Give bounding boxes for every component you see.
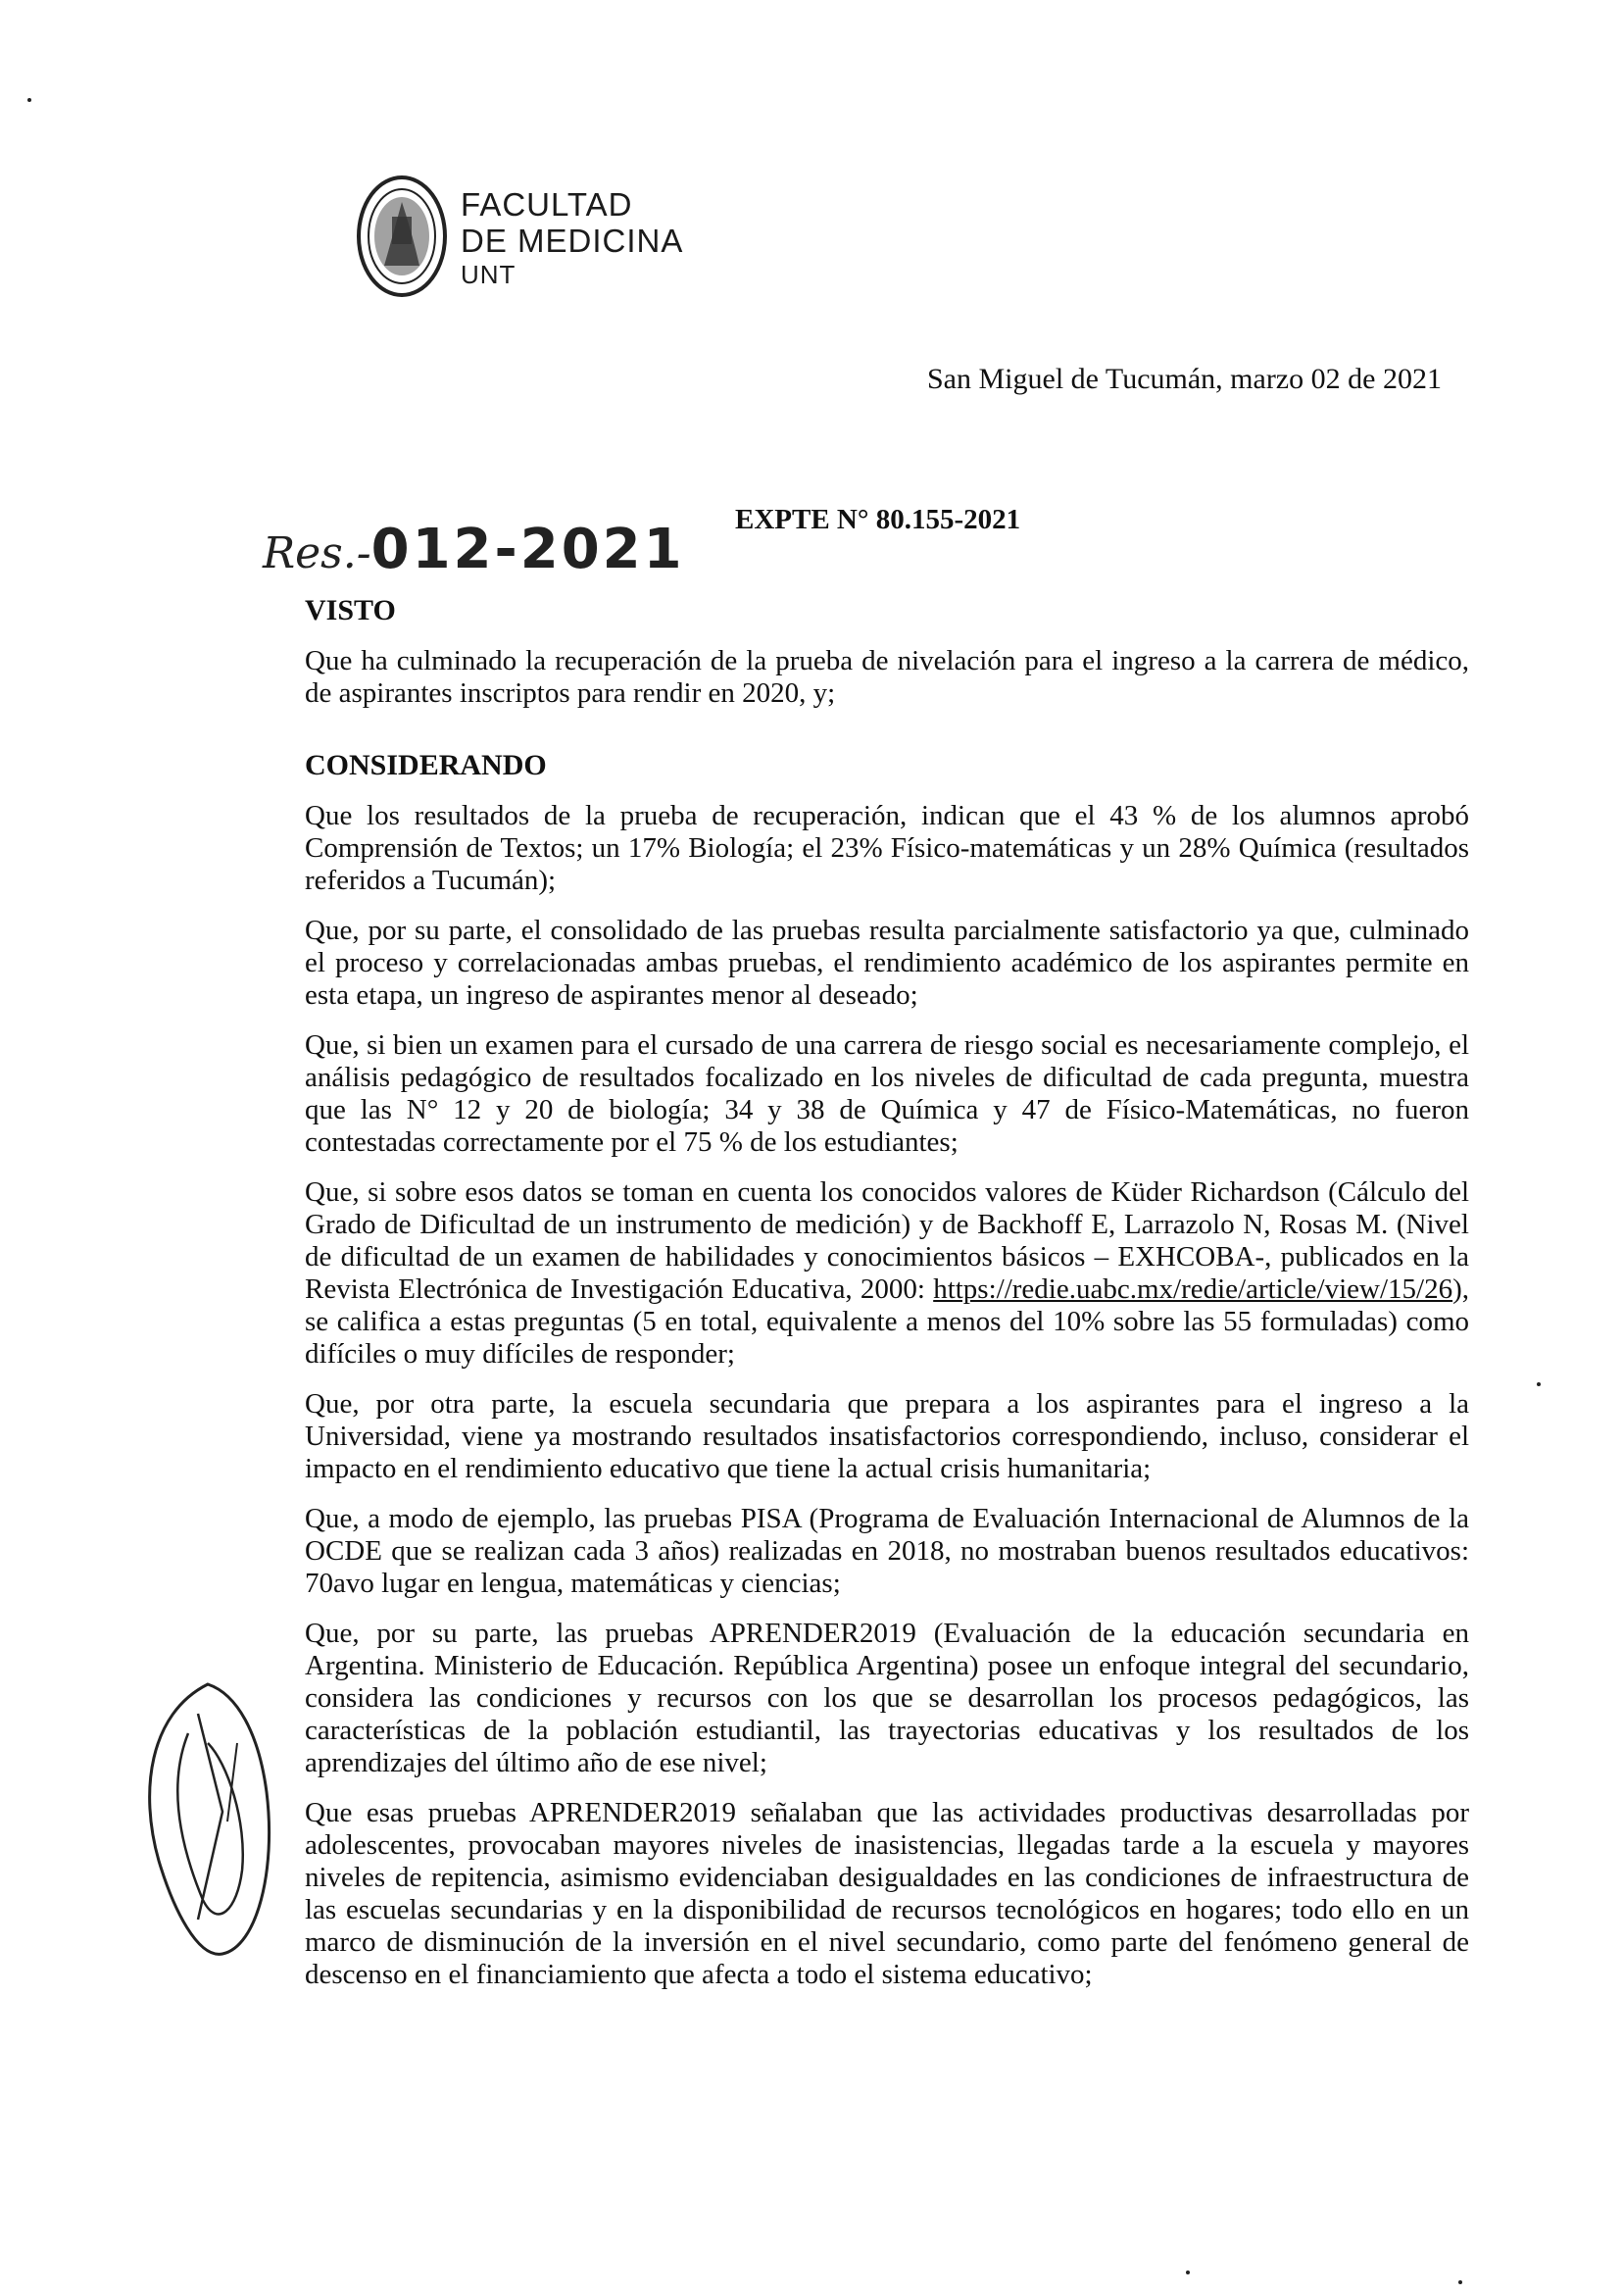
letterhead-line-3: UNT xyxy=(461,260,516,289)
university-seal-icon xyxy=(355,173,449,300)
handwritten-resolution-number xyxy=(263,518,685,581)
considerando-paragraph-5: Que, por otra parte, la escuela secundaria que prepara a los aspirantes para el ingreso a la Universidad, viene ya mostrando resultados insatisfactorios correspondiendo, incluso, considerar el impacto en el rendimiento educativo que tiene la actual crisis humanitaria; xyxy=(305,1388,1469,1484)
scan-speck xyxy=(1458,2280,1462,2284)
place-date: San Miguel de Tucumán, marzo 02 de 2021 xyxy=(927,363,1442,395)
considerando-paragraph-3: Que, si bien un examen para el cursado de una carrera de riesgo social es necesariamente complejo, el análisis pedagógico de resultados focalizado en los niveles de dificultad de cada pregunta, muestra que las N° 12 y 20 de biología; 34 y 38 de Química y 47 de Físico-Matemáticas, no fueron contestadas correctamente por el 75 % de los estudiantes; xyxy=(305,1029,1469,1158)
considerando-paragraph-8: Que esas pruebas APRENDER2019 señalaban que las actividades productivas desarrolladas por adolescentes, provocaban mayores niveles de inasistencias, llegadas tarde a la escuela y mayores niveles de repitencia, asimismo evidenciaban desigualdades en las condiciones de infraestructura de las escuelas secundarias y en la disponibilidad de recursos tecnológicos en hogares; todo ello en un marco de disminución de la inversión en el nivel secundario, como parte del fenómeno general de descenso en el financiamiento que afecta a todo el sistema educativo; xyxy=(305,1797,1469,1990)
paragraph-4-text-after: ), se califica a estas preguntas (5 en total, equivalente a menos del 10% sobre las 55 formuladas) como difíciles o muy difíciles de responder; xyxy=(305,1273,1469,1370)
scan-speck xyxy=(1186,2271,1190,2274)
considerando-paragraph-1: Que los resultados de la prueba de recuperación, indican que el 43 % de los alumnos aprobó Comprensión de Textos; un 17% Biología; el 23% Físico-matemáticas y un 28% Química (resultados referidos a Tucumán); xyxy=(305,800,1469,896)
scan-speck xyxy=(27,98,31,102)
letterhead-line-2: DE MEDICINA xyxy=(461,223,684,259)
considerando-paragraph-7: Que, por su parte, las pruebas APRENDER2019 (Evaluación de la educación secundaria en Argentina. Ministerio de Educación. República Argentina) posee un enfoque integral del secundario, considera las condiciones y recursos con los que se desarrollan los procesos pedagógicos, las características de la población estudiantil, las trayectorias educativas y los resultados de los aprendizajes del último año de ese nivel; xyxy=(305,1618,1469,1778)
considerando-heading: CONSIDERANDO xyxy=(305,749,547,781)
considerando-paragraph-6: Que, a modo de ejemplo, las pruebas PISA (Programa de Evaluación Internacional de Alumnos de la OCDE que se realizan cada 3 años) realizadas en 2018, no mostraban buenos resultados educativos: 70avo lugar en lengua, matemáticas y ciencias; xyxy=(305,1503,1469,1599)
resolution-number: 012-2021 xyxy=(370,518,685,581)
expediente-number: EXPTE N° 80.155-2021 xyxy=(735,504,1021,535)
visto-heading: VISTO xyxy=(305,594,396,626)
paragraph-4-text-before: Que, si sobre esos datos se toman en cuenta los conocidos valores de Küder Richardson (Cálculo del Grado de Dificultad de un instrumento de medición) y de Backhoff E, Larrazolo N, Rosas M. (Nivel de dificultad de un examen de habilidades y conocimientos básicos – EXHCOBA-, publicados en la Revista Electrónica de Investigación Educativa, 2000: xyxy=(305,1176,1469,1305)
letterhead-line-1: FACULTAD xyxy=(461,186,633,223)
document-body xyxy=(305,594,1469,2009)
resolution-prefix: Res.- xyxy=(263,528,371,578)
visto-paragraph: Que ha culminado la recuperación de la prueba de nivelación para el ingreso a la carrera de médico, de aspirantes inscriptos para rendir en 2020, y; xyxy=(305,645,1469,709)
scan-speck xyxy=(1537,1382,1541,1386)
redie-article-link[interactable]: https://redie.uabc.mx/redie/article/view/15/26 xyxy=(933,1273,1453,1305)
handwritten-signature-icon xyxy=(129,1674,286,1969)
letterhead xyxy=(461,186,683,290)
considerando-paragraph-4 xyxy=(305,1176,1469,1371)
considerando-paragraph-2: Que, por su parte, el consolidado de las pruebas resulta parcialmente satisfactorio ya que, culminado el proceso y correlacionadas ambas pruebas, el rendimiento académico de los aspirantes permite en esta etapa, un ingreso de aspirantes menor al deseado; xyxy=(305,915,1469,1011)
